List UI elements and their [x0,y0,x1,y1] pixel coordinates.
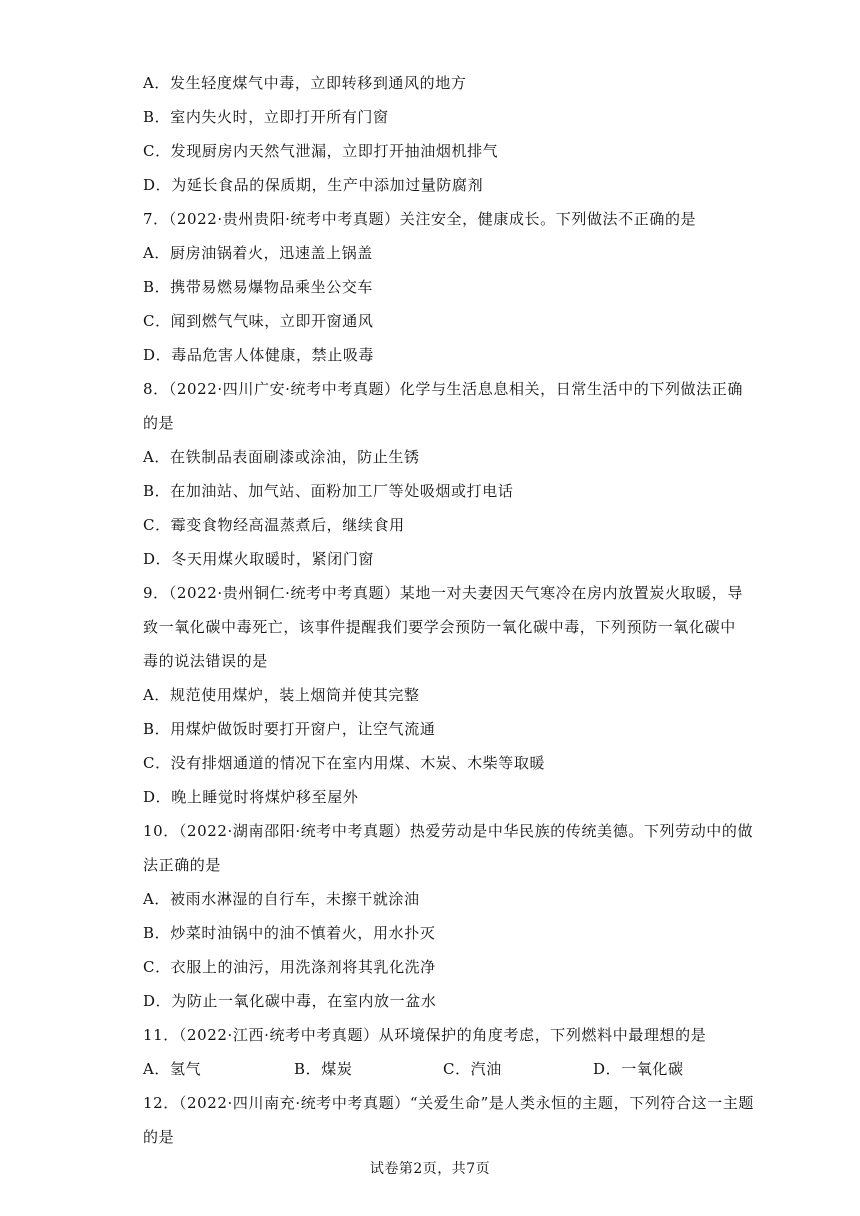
q7-option-d: D．毒品危害人体健康，禁止吸毒 [143,346,375,364]
q12-stem-line2: 的是 [143,1128,175,1146]
q12-stem-line1: 12．（2022·四川南充·统考中考真题）“关爱生命”是人类永恒的主题，下列符合这一主题 [143,1094,755,1112]
q10-option-b: B．炒菜时油锅中的油不慎着火，用水扑灭 [143,924,436,942]
q7-option-c: C．闻到燃气气味，立即开窗通风 [143,312,374,330]
q11-stem: 11．（2022·江西·统考中考真题）从环境保护的角度考虑，下列燃料中最理想的是 [143,1026,707,1044]
q6-option-c: C．发现厨房内天然气泄漏，立即打开抽油烟机排气 [143,142,499,160]
q11-option-a: A．氢气 [143,1060,202,1078]
q11-option-c: C．汽油 [443,1060,502,1078]
q6-option-d: D．为延长食品的保质期，生产中添加过量防腐剂 [143,176,484,194]
q8-option-a: A．在铁制品表面刷漆或涂油，防止生锈 [143,448,420,466]
q11-option-b: B．煤炭 [294,1060,353,1078]
page-footer: 试卷第2页，共7页 [369,1161,491,1177]
q9-stem-line2: 致一氧化碳中毒死亡，该事件提醒我们要学会预防一氧化碳中毒，下列预防一氧化碳中 [143,618,736,636]
q10-stem-line2: 法正确的是 [143,856,222,874]
q9-option-b: B．用煤炉做饭时要打开窗户，让空气流通 [143,720,436,738]
q8-stem-line1: 8．（2022·四川广安·统考中考真题）化学与生活息息相关，日常生活中的下列做法正确 [143,380,743,398]
q8-option-d: D．冬天用煤火取暖时，紧闭门窗 [143,550,375,568]
q7-option-b: B．携带易燃易爆物品乘坐公交车 [143,278,374,296]
q10-option-c: C．衣服上的油污，用洗涤剂将其乳化洗净 [143,958,436,976]
q9-option-d: D．晚上睡觉时将煤炉移至屋外 [143,788,359,806]
q8-option-b: B．在加油站、加气站、面粉加工厂等处吸烟或打电话 [143,482,514,500]
q7-option-a: A．厨房油锅着火，迅速盖上锅盖 [143,244,373,262]
q9-stem-line1: 9．（2022·贵州铜仁·统考中考真题）某地一对夫妻因天气寒冷在房内放置炭火取暖，导 [143,584,743,602]
q11-option-d: D．一氧化碳 [593,1060,684,1078]
q9-option-a: A．规范使用煤炉，装上烟筒并使其完整 [143,686,420,704]
q10-option-a: A．被雨水淋湿的自行车，未擦干就涂油 [143,890,420,908]
q6-option-a: A．发生轻度煤气中毒，立即转移到通风的地方 [143,74,467,92]
q8-option-c: C．霉变食物经高温蒸煮后，继续食用 [143,516,405,534]
q7-stem: 7．（2022·贵州贵阳·统考中考真题）关注安全，健康成长。下列做法不正确的是 [143,210,697,228]
q6-option-b: B．室内失火时，立即打开所有门窗 [143,108,389,126]
q9-stem-line3: 毒的说法错误的是 [143,652,268,670]
q10-stem-line1: 10．（2022·湖南邵阳·统考中考真题）热爱劳动是中华民族的传统美德。下列劳动中的做 [143,822,754,840]
q10-option-d: D．为防止一氧化碳中毒，在室内放一盆水 [143,992,437,1010]
q9-option-c: C．没有排烟通道的情况下在室内用煤、木炭、木柴等取暖 [143,754,546,772]
q8-stem-line2: 的是 [143,414,175,432]
